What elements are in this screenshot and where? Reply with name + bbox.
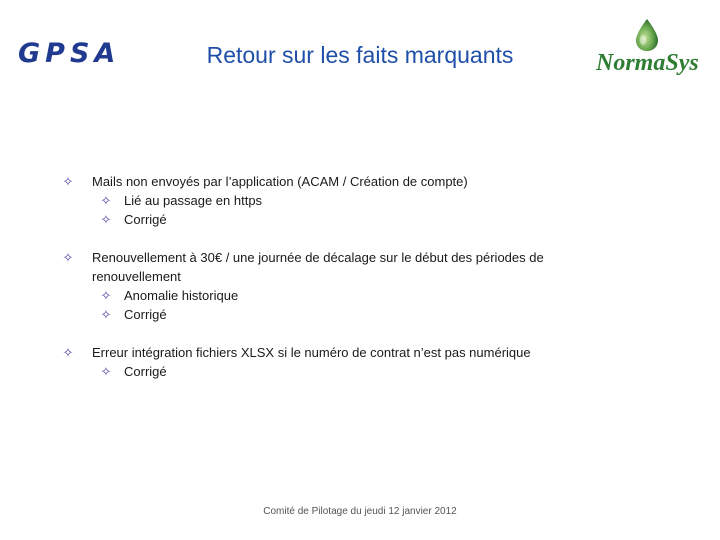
bullet-text: Renouvellement à 30€ / une journée de décalage sur le début des périodes de renouvellement	[92, 250, 544, 284]
gpsa-logo: GPSA	[18, 38, 121, 69]
page-title: Retour sur les faits marquants	[206, 42, 514, 68]
bullet-list	[60, 172, 620, 400]
sub-bullet-item	[60, 286, 620, 305]
sub-bullet-text: Corrigé	[124, 307, 167, 322]
sub-bullet-text: Corrigé	[124, 212, 167, 227]
star-bullet-icon: ✧	[100, 193, 112, 208]
sub-bullet-text: Corrigé	[124, 364, 167, 379]
bullet-text: Erreur intégration fichiers XLSX si le numéro de contrat n’est pas numérique	[92, 345, 531, 360]
green-drop-icon	[632, 18, 662, 52]
star-bullet-icon: ✧	[62, 250, 74, 265]
star-bullet-icon: ✧	[100, 364, 112, 379]
star-bullet-icon: ✧	[100, 212, 112, 227]
sub-bullet-item	[60, 305, 620, 324]
sub-bullet-item	[60, 210, 620, 229]
bullet-item	[60, 172, 620, 229]
sub-bullet-item	[60, 191, 620, 210]
star-bullet-icon: ✧	[62, 345, 74, 360]
star-bullet-icon: ✧	[100, 288, 112, 303]
star-bullet-icon: ✧	[62, 174, 74, 189]
sub-bullet-text: Anomalie historique	[124, 288, 239, 303]
bullet-item	[60, 343, 620, 381]
star-bullet-icon: ✧	[100, 307, 112, 322]
bullet-text: Mails non envoyés par l’application (ACAM / Création de compte)	[92, 174, 468, 189]
footer-text: Comité de Pilotage du jeudi 12 janvier 2012	[263, 506, 457, 517]
sub-bullet-item	[60, 362, 620, 381]
normasys-logo	[592, 18, 707, 80]
sub-bullet-text: Lié au passage en https	[124, 193, 263, 208]
normasys-logo-text: NormaSys	[596, 50, 699, 76]
bullet-item	[60, 248, 620, 324]
